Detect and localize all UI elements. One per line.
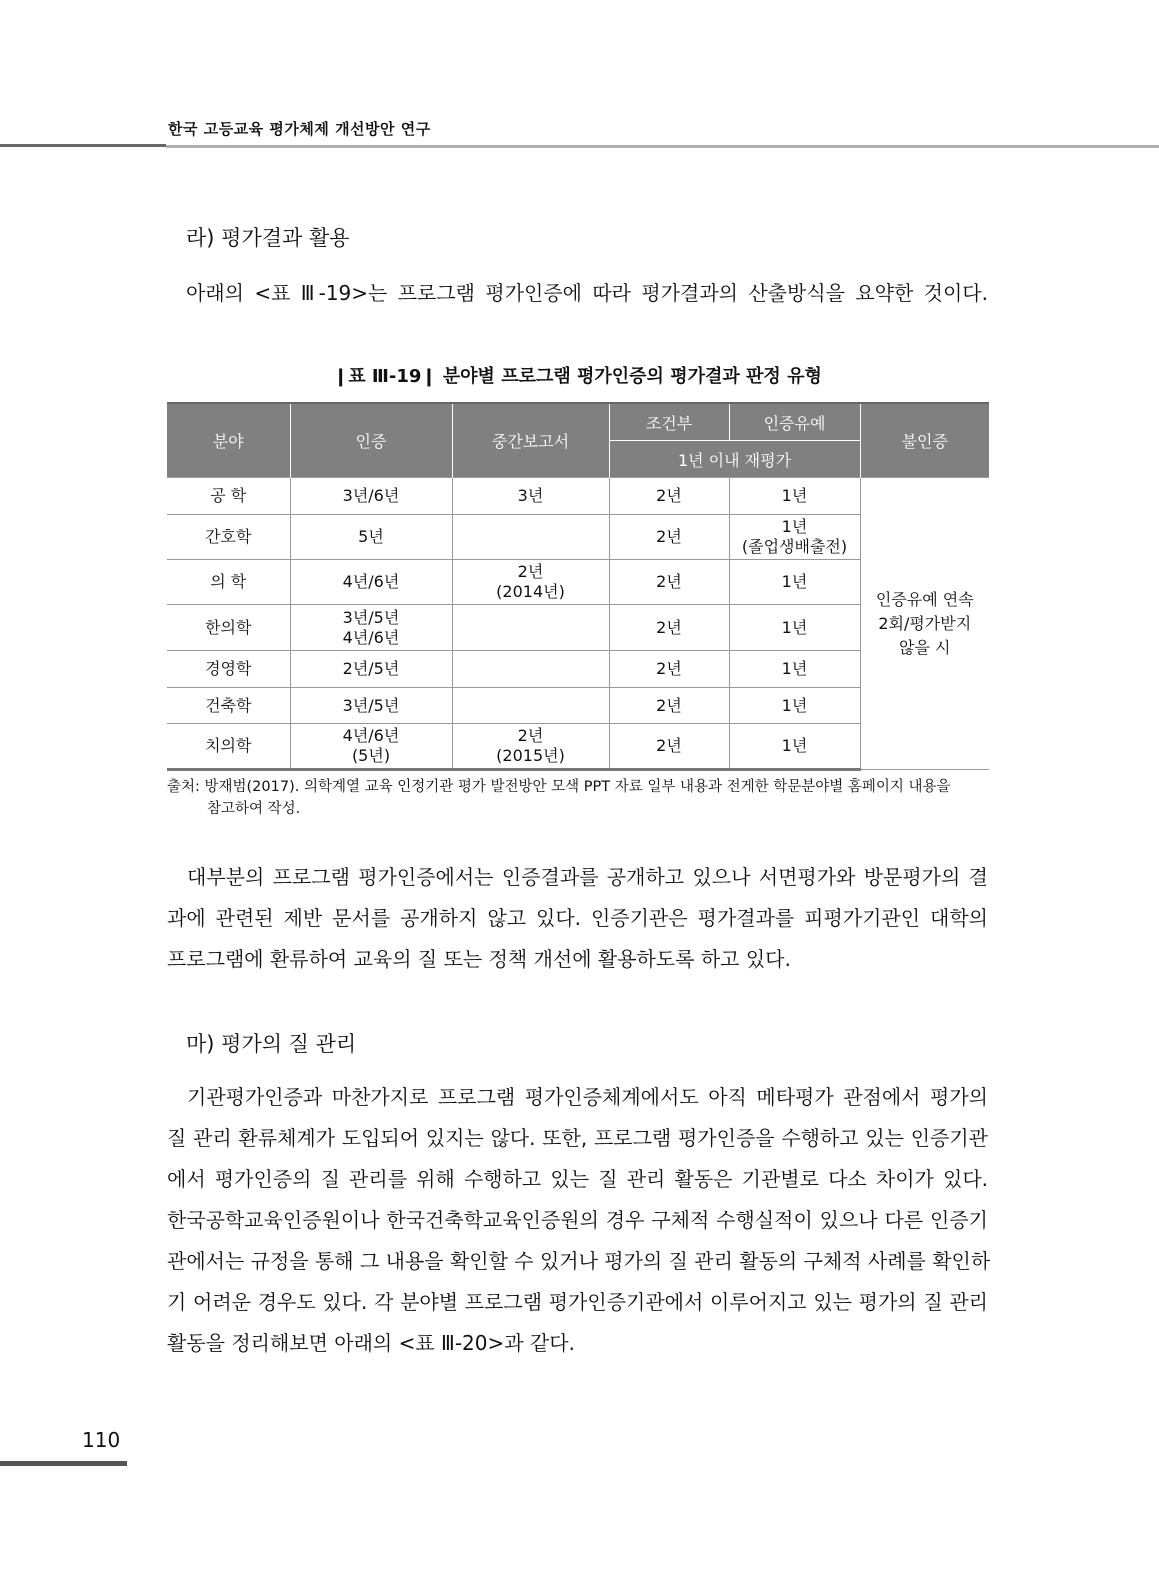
text-line: 기 어려운 경우도 있다. 각 분야별 프로그램 평가인증기관에서 이루어지고 있는 평가의 질 관리 <box>167 1290 988 1314</box>
header-cert: 인증 <box>290 403 452 478</box>
cell-field: 공 학 <box>167 478 290 515</box>
cell-conditional: 2년 <box>609 605 729 651</box>
source-line-cont: 참고하여 작성. <box>207 801 301 817</box>
cell-deferred: 1년 <box>729 688 860 724</box>
section-heading-ma: 마) 평가의 질 관리 <box>186 1032 357 1056</box>
cell-interim <box>452 515 609 560</box>
cell-deferred: 1년 <box>729 560 860 605</box>
header-interim: 중간보고서 <box>452 403 609 478</box>
header-rule-accent <box>0 144 166 147</box>
cell-deferred: 1년 <box>729 651 860 688</box>
header-rule <box>166 145 1159 148</box>
table-row <box>167 478 989 515</box>
cell-cert: 5년 <box>290 515 452 560</box>
cell-cert: 4년/6년 (5년) <box>290 724 452 770</box>
cell-non-cert: 인증유예 연속 2회/평가받지 않을 시 <box>860 478 989 770</box>
cell-conditional: 2년 <box>609 651 729 688</box>
cell-deferred: 1년 <box>729 605 860 651</box>
text-line: 활동을 정리해보면 아래의 <표 Ⅲ-20>과 같다. <box>167 1331 575 1355</box>
cell-interim: 2년 (2015년) <box>452 724 609 770</box>
cell-conditional: 2년 <box>609 560 729 605</box>
table-source <box>167 776 997 820</box>
text-line: 기관평가인증과 마찬가지로 프로그램 평가인증체계에서도 아직 메타평가 관점에서 평가의 <box>187 1085 988 1109</box>
text-line: 과에 관련된 제반 문서를 공개하지 않고 있다. 인증기관은 평가결과를 피평가기관인 대학의 <box>167 906 988 930</box>
cell-field: 경영학 <box>167 651 290 688</box>
page-number-bar <box>0 1461 127 1466</box>
cell-cert: 2년/5년 <box>290 651 452 688</box>
cell-conditional: 2년 <box>609 724 729 770</box>
header-field: 분야 <box>167 403 290 478</box>
cell-conditional: 2년 <box>609 478 729 515</box>
running-header: 한국 고등교육 평가체제 개선방안 연구 <box>168 120 431 138</box>
cell-interim <box>452 688 609 724</box>
text-line: 에서 평가인증의 질 관리를 위해 수행하고 있는 질 관리 활동은 기관별로 다소 차이가 있다. <box>167 1167 988 1191</box>
cell-field: 건축학 <box>167 688 290 724</box>
cell-interim: 3년 <box>452 478 609 515</box>
header-deferred: 인증유예 <box>729 403 860 441</box>
cell-interim <box>452 651 609 688</box>
cell-deferred: 1년 (졸업생배출전) <box>729 515 860 560</box>
text-line: 한국공학교육인증원이나 한국건축학교육인증원의 경우 구체적 수행실적이 있으나 다른 인증기 <box>167 1208 988 1232</box>
paragraph-2 <box>167 1077 991 1364</box>
text-line: 대부분의 프로그램 평가인증에서는 인증결과를 공개하고 있으나 서면평가와 방문평가의 결 <box>187 865 988 889</box>
intro-paragraph: 아래의 <표 Ⅲ-19>는 프로그램 평가인증에 따라 평가결과의 산출방식을 요약한 것이다. <box>186 281 988 305</box>
cell-conditional: 2년 <box>609 688 729 724</box>
text-line: 관에서는 규정을 통해 그 내용을 확인할 수 있거나 평가의 질 관리 활동의 구체적 사례를 확인하 <box>167 1249 991 1273</box>
cell-cert: 3년/5년 4년/6년 <box>290 605 452 651</box>
cell-deferred: 1년 <box>729 724 860 770</box>
cell-cert: 3년/5년 <box>290 688 452 724</box>
cell-conditional: 2년 <box>609 515 729 560</box>
cell-field: 치의학 <box>167 724 290 770</box>
text-line: 질 관리 환류체계가 도입되어 있지는 않다. 또한, 프로그램 평가인증을 수행하고 있는 인증기관 <box>167 1126 988 1150</box>
cell-field: 한의학 <box>167 605 290 651</box>
cell-cert: 4년/6년 <box>290 560 452 605</box>
header-non-cert: 불인증 <box>860 403 989 478</box>
cell-field: 의 학 <box>167 560 290 605</box>
header-conditional: 조건부 <box>609 403 729 441</box>
cell-interim <box>452 605 609 651</box>
source-line: 출처: 방재범(2017). 의학계열 교육 인정기관 평가 발전방안 모색 PPT 자료 일부 내용과 전게한 학문분야별 홈페이지 내용을 <box>167 779 951 795</box>
cell-cert: 3년/6년 <box>290 478 452 515</box>
table-caption: ❙표 Ⅲ-19❙ 분야별 프로그램 평가인증의 평가결과 판정 유형 <box>333 366 822 387</box>
section-heading-ra: 라) 평가결과 활용 <box>186 226 350 250</box>
paragraph-1 <box>167 857 988 980</box>
cell-interim: 2년 (2014년) <box>452 560 609 605</box>
evaluation-result-table <box>167 402 989 771</box>
header-reeval: 1년 이내 재평가 <box>609 441 860 478</box>
cell-field: 간호학 <box>167 515 290 560</box>
text-line: 프로그램에 환류하여 교육의 질 또는 정책 개선에 활용하도록 하고 있다. <box>167 947 791 971</box>
page-number: 110 <box>82 1428 121 1452</box>
cell-deferred: 1년 <box>729 478 860 515</box>
